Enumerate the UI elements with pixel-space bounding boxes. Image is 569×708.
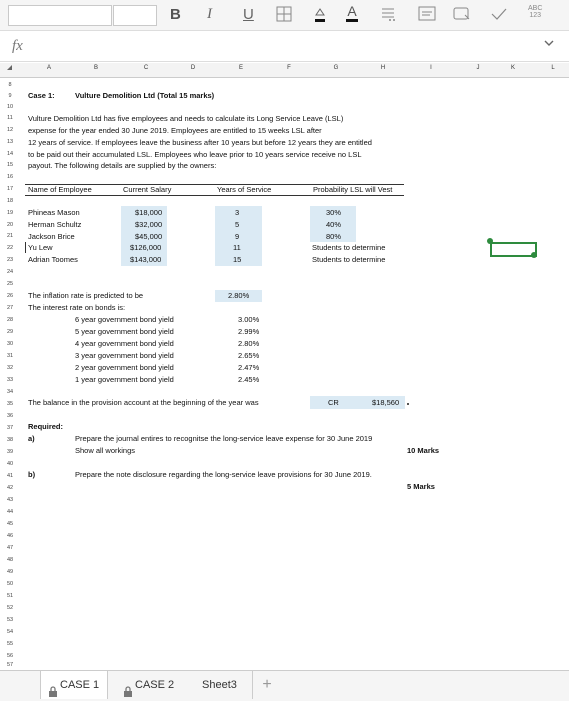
row-number[interactable]: 42 xyxy=(6,485,14,491)
bond-label[interactable]: 1 year government bond yield xyxy=(75,375,174,384)
checkmark-icon[interactable] xyxy=(490,6,508,27)
bond-value[interactable]: 2.45% xyxy=(238,375,260,384)
row-number[interactable]: 53 xyxy=(6,617,14,623)
bond-label[interactable]: 5 year government bond yield xyxy=(75,327,174,336)
bold-button[interactable]: B xyxy=(170,6,181,23)
align-icon[interactable] xyxy=(380,6,396,27)
font-size-field[interactable] xyxy=(113,5,157,26)
employee-years[interactable]: 9 xyxy=(235,232,240,241)
col-header-b[interactable]: B xyxy=(93,65,98,71)
row-number[interactable]: 24 xyxy=(6,269,14,275)
formatting-toolbar xyxy=(0,0,569,31)
tab-label: CASE 2 xyxy=(135,679,175,691)
row-number[interactable]: 35 xyxy=(6,401,14,407)
employee-years[interactable]: 15 xyxy=(233,255,242,264)
tab-sheet3[interactable] xyxy=(202,671,242,699)
row-number[interactable]: 18 xyxy=(6,198,14,204)
spellcheck-icon[interactable] xyxy=(528,5,542,19)
employee-name[interactable]: Yu Lew xyxy=(28,243,53,252)
cell-border xyxy=(25,242,26,253)
selection-handle[interactable] xyxy=(531,252,537,258)
row-number[interactable]: 55 xyxy=(6,641,14,647)
part-b-marks[interactable]: 5 Marks xyxy=(407,482,435,491)
row-number[interactable]: 29 xyxy=(6,329,14,335)
bond-label[interactable]: 3 year government bond yield xyxy=(75,351,174,360)
row-number[interactable]: 25 xyxy=(6,281,14,287)
row-number[interactable]: 49 xyxy=(6,569,14,575)
bond-value[interactable]: 2.80% xyxy=(238,339,260,348)
employee-salary[interactable]: $45,000 xyxy=(135,232,163,241)
select-all-icon[interactable] xyxy=(7,65,12,70)
header-years[interactable]: Years of Service xyxy=(217,185,272,194)
bond-value[interactable]: 2.65% xyxy=(238,351,260,360)
employee-probability[interactable]: Students to determine xyxy=(312,255,386,264)
row-number[interactable]: 45 xyxy=(6,521,14,527)
row-number[interactable]: 19 xyxy=(6,210,14,216)
row-number[interactable]: 54 xyxy=(6,629,14,635)
row-number[interactable]: 39 xyxy=(6,449,14,455)
row-number[interactable]: 47 xyxy=(6,545,14,551)
row-number[interactable]: 56 xyxy=(6,653,14,659)
font-name-field[interactable] xyxy=(8,5,112,26)
col-header-j[interactable]: J xyxy=(476,65,480,71)
intro-line[interactable]: expense for the year ended 30 June 2019. Employees are entitled to 15 weeks LSL after xyxy=(28,126,322,135)
row-number[interactable]: 11 xyxy=(7,115,13,121)
col-header-i[interactable]: I xyxy=(430,65,432,71)
row-number[interactable]: 23 xyxy=(6,257,14,263)
add-sheet-button[interactable] xyxy=(252,671,281,699)
balance-cr[interactable]: CR xyxy=(328,398,339,407)
col-header-e[interactable]: E xyxy=(238,65,243,71)
row-number[interactable]: 27 xyxy=(6,305,14,311)
row-number[interactable]: 51 xyxy=(6,593,14,599)
tab-case-2[interactable] xyxy=(120,671,186,699)
employee-name[interactable]: Herman Schultz xyxy=(28,220,82,229)
bond-label[interactable]: 2 year government bond yield xyxy=(75,363,174,372)
part-a-label[interactable]: a) xyxy=(28,434,35,443)
employee-probability[interactable]: 40% xyxy=(326,220,342,229)
intro-line[interactable]: payout. The following details are supplied by the owners: xyxy=(28,161,217,170)
part-b-text[interactable]: Prepare the note disclosure regarding the long-service leave provisions for 30 June 2019. xyxy=(75,470,372,479)
text-color-icon[interactable] xyxy=(346,3,358,22)
underline-button[interactable]: U xyxy=(243,6,254,23)
required-label[interactable]: Required: xyxy=(28,422,64,431)
tab-label: Sheet3 xyxy=(202,679,237,691)
tab-label: CASE 1 xyxy=(60,679,100,691)
chevron-down-icon[interactable] xyxy=(543,37,555,52)
row-number[interactable]: 22 xyxy=(6,245,14,251)
bond-value[interactable]: 2.47% xyxy=(238,363,260,372)
row-number[interactable]: 43 xyxy=(6,497,14,503)
row-number[interactable]: 26 xyxy=(6,293,14,299)
case-label[interactable]: Case 1: xyxy=(28,91,55,100)
part-a-text[interactable]: Prepare the journal entires to recognitse the long-service leave expense for 30 June 2019 xyxy=(75,434,373,443)
plus-icon: + xyxy=(262,676,272,693)
row-number[interactable]: 16 xyxy=(6,174,14,180)
intro-line[interactable]: to be paid out their accumulated LSL. Employees who leave prior to 10 years service receive no LSL xyxy=(28,150,362,159)
header-name[interactable]: Name of Employee xyxy=(28,185,92,194)
row-number[interactable]: 36 xyxy=(6,413,14,419)
bond-label[interactable]: 4 year government bond yield xyxy=(75,339,174,348)
lock-icon xyxy=(123,680,133,708)
row-number[interactable]: 14 xyxy=(6,151,14,157)
row-number[interactable]: 21 xyxy=(6,233,14,239)
employee-salary[interactable]: $32,000 xyxy=(135,220,163,229)
selection-handle[interactable] xyxy=(487,238,493,244)
row-number[interactable]: 13 xyxy=(6,139,14,145)
row-number[interactable]: 52 xyxy=(6,605,14,611)
header-salary[interactable]: Current Salary xyxy=(123,185,172,194)
intro-line[interactable]: 12 years of service. If employees leave the business after 10 years but before 12 years they are entitled xyxy=(28,138,372,147)
part-a-sub[interactable]: Show all workings xyxy=(75,446,136,455)
table-header-bottom-border xyxy=(25,195,404,196)
col-header-k[interactable]: K xyxy=(510,65,515,71)
fx-icon: fx xyxy=(12,38,23,54)
row-number[interactable]: 31 xyxy=(6,353,14,359)
employee-name[interactable]: Jackson Brice xyxy=(28,232,75,241)
row-number[interactable]: 10 xyxy=(6,104,14,110)
row-number[interactable]: 50 xyxy=(6,581,14,587)
row-number[interactable]: 37 xyxy=(6,425,14,431)
part-b-label[interactable]: b) xyxy=(28,470,36,479)
intro-line[interactable]: Vulture Demolition Ltd has five employees and needs to calculate its Long Service Leave (LSL) xyxy=(28,114,344,123)
part-a-marks[interactable]: 10 Marks xyxy=(407,446,440,455)
employee-salary[interactable]: $126,000 xyxy=(130,243,162,252)
case-title[interactable]: Vulture Demolition Ltd (Total 15 marks) xyxy=(75,91,215,100)
col-header-f[interactable]: F xyxy=(287,65,291,71)
row-number[interactable]: 17 xyxy=(6,186,14,192)
text-color-letter: A xyxy=(347,3,357,19)
row-number[interactable]: 28 xyxy=(6,317,14,323)
col-header-h[interactable]: H xyxy=(380,65,386,71)
employee-name[interactable]: Phineas Mason xyxy=(28,208,80,217)
row-number[interactable]: 44 xyxy=(6,509,14,515)
col-header-g[interactable]: G xyxy=(333,65,339,71)
col-header-d[interactable]: D xyxy=(190,65,196,71)
balance-label[interactable]: The balance in the provision account at the beginning of the year was xyxy=(28,398,259,407)
inflation-value[interactable]: 2.80% xyxy=(228,291,250,300)
bond-label[interactable]: 6 year government bond yield xyxy=(75,315,174,324)
col-header-l[interactable]: L xyxy=(551,65,555,71)
tab-case-1[interactable] xyxy=(40,671,108,699)
col-header-c[interactable]: C xyxy=(143,65,149,71)
row-number[interactable]: 20 xyxy=(6,222,14,228)
row-number[interactable]: 32 xyxy=(6,365,14,371)
row-number[interactable]: 48 xyxy=(6,557,14,563)
col-header-a[interactable]: A xyxy=(46,65,51,71)
row-number[interactable]: 57 xyxy=(6,662,14,668)
row-number[interactable]: 15 xyxy=(6,162,14,168)
column-headers xyxy=(0,63,569,78)
cell-format-icon[interactable] xyxy=(453,6,471,27)
row-number[interactable]: 40 xyxy=(6,461,14,467)
bond-value[interactable]: 2.99% xyxy=(238,327,260,336)
employee-years[interactable]: 5 xyxy=(235,220,240,229)
employee-name[interactable]: Adrian Toomes xyxy=(28,255,78,264)
sheet-tabs-bar xyxy=(0,670,569,701)
row-number[interactable]: 34 xyxy=(6,389,14,395)
borders-icon[interactable] xyxy=(276,6,292,27)
interest-label[interactable]: The interest rate on bonds is: xyxy=(28,303,126,312)
formula-bar[interactable] xyxy=(0,31,569,62)
spellcheck-label: ABC 123 xyxy=(528,5,543,19)
balance-value[interactable]: $18,560 xyxy=(372,398,400,407)
bond-value[interactable]: 3.00% xyxy=(238,315,260,324)
row-number[interactable]: 41 xyxy=(6,473,14,479)
employee-probability[interactable]: 80% xyxy=(326,232,342,241)
employee-years[interactable]: 11 xyxy=(233,243,241,252)
employee-salary[interactable]: $18,000 xyxy=(135,208,163,217)
cell-dot xyxy=(407,403,409,405)
italic-button[interactable]: I xyxy=(207,6,212,22)
employee-salary[interactable]: $143,000 xyxy=(130,255,162,264)
selected-cell[interactable] xyxy=(490,242,537,257)
row-number[interactable]: 46 xyxy=(6,533,14,539)
lock-icon xyxy=(48,680,58,708)
wrap-text-icon[interactable] xyxy=(418,6,436,27)
header-probability[interactable]: Probability LSL will Vest xyxy=(313,185,393,194)
row-number[interactable]: 9 xyxy=(8,93,12,99)
fill-color-icon[interactable] xyxy=(312,6,328,29)
row-number[interactable]: 38 xyxy=(6,437,14,443)
employee-years[interactable]: 3 xyxy=(235,208,240,217)
employee-probability[interactable]: Students to determine xyxy=(312,243,386,252)
row-number[interactable]: 12 xyxy=(6,127,14,133)
employee-probability[interactable]: 30% xyxy=(326,208,342,217)
inflation-label[interactable]: The inflation rate is predicted to be xyxy=(28,291,144,300)
row-number[interactable]: 8 xyxy=(8,82,12,88)
row-number[interactable]: 33 xyxy=(6,377,14,383)
row-number[interactable]: 30 xyxy=(6,341,14,347)
